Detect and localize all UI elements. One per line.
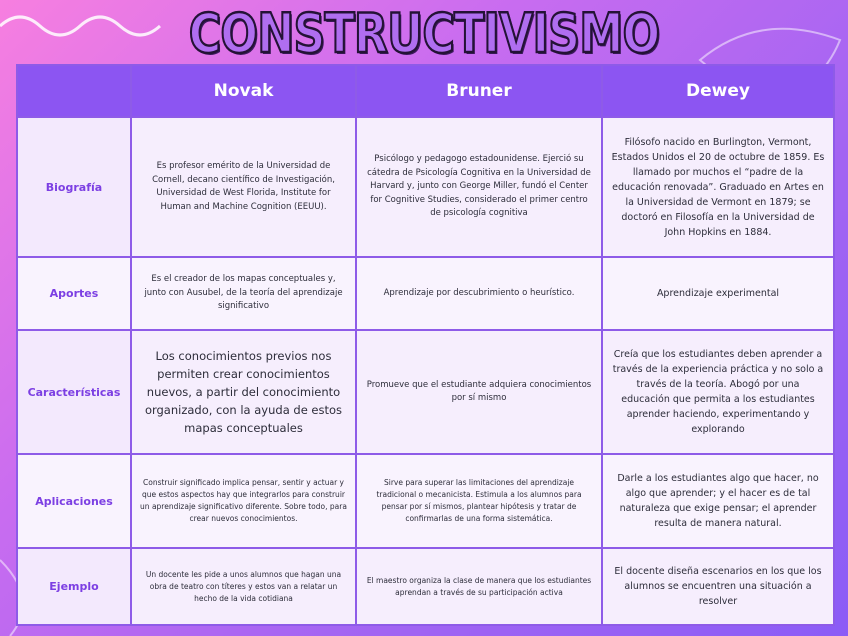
cell-dewey-aplicaciones: Darle a los estudiantes algo que hacer, no algo que aprender; y el hacer es de tal naturaleza que exige pensar; el aprender resulta de manera natural. <box>602 454 834 548</box>
cell-bruner-aplicaciones: Sirve para superar las limitaciones del aprendizaje tradicional o mecanicista. Estimula a los alumnos para pensar por sí mismos, plantear hipótesis y tratar de confirmarlas de una forma sistemática. <box>356 454 602 548</box>
header-dewey: Dewey <box>602 65 834 117</box>
cell-dewey-aportes: Aprendizaje experimental <box>602 257 834 330</box>
table-row <box>17 330 834 454</box>
row-label-aplicaciones: Aplicaciones <box>17 454 131 548</box>
cell-novak-ejemplo: Un docente les pide a unos alumnos que hagan una obra de teatro con títeres y estos van a relatar un hecho de la vida cotidiana <box>131 548 356 625</box>
row-label-aportes: Aportes <box>17 257 131 330</box>
table-row <box>17 454 834 548</box>
cell-dewey-ejemplo: El docente diseña escenarios en los que los alumnos se encuentren una situación a resolver <box>602 548 834 625</box>
header-novak: Novak <box>131 65 356 117</box>
cell-dewey-caracteristicas: Creía que los estudiantes deben aprender a través de la experiencia práctica y no solo a través de la teoría. Abogó por una educación que permita a los estudiantes aprender haciendo, experimentando y explorando <box>602 330 834 454</box>
row-label-ejemplo: Ejemplo <box>17 548 131 625</box>
cell-bruner-biografia: Psicólogo y pedagogo estadounidense. Ejerció su cátedra de Psicología Cognitiva en la Universidad de Harvard y, junto con George Miller, fundó el Center for Cognitive Studies, considerado el primer centro de psicología cognitiva <box>356 117 602 257</box>
cell-novak-caracteristicas: Los conocimientos previos nos permiten crear conocimientos nuevos, a partir del conocimiento organizado, con la ayuda de estos mapas conceptuales <box>131 330 356 454</box>
header-corner <box>17 65 131 117</box>
cell-dewey-biografia: Filósofo nacido en Burlington, Vermont, Estados Unidos el 20 de octubre de 1859. Es llamado por muchos el “padre de la educación renovada”. Graduado en Artes en la Universidad de Vermont en 1879; se doctoró en Filosofía en la Universidad de John Hopkins en 1884. <box>602 117 834 257</box>
cell-bruner-caracteristicas: Promueve que el estudiante adquiera conocimientos por sí mismo <box>356 330 602 454</box>
row-label-biografia: Biografía <box>17 117 131 257</box>
table-row <box>17 257 834 330</box>
table-row <box>17 117 834 257</box>
header-row <box>17 65 834 117</box>
row-label-caracteristicas: Características <box>17 330 131 454</box>
cell-novak-aplicaciones: Construir significado implica pensar, sentir y actuar y que estos aspectos hay que integrarlos para construir un aprendizaje significativo diferente. Sobre todo, para crear nuevos conocimientos. <box>131 454 356 548</box>
table-row <box>17 548 834 625</box>
cell-bruner-ejemplo: El maestro organiza la clase de manera que los estudiantes aprendan a través de su participación activa <box>356 548 602 625</box>
cell-novak-biografia: Es profesor emérito de la Universidad de Cornell, decano científico de Investigación, Universidad de West Florida, Institute for Human and Machine Cognition (EEUU). <box>131 117 356 257</box>
cell-bruner-aportes: Aprendizaje por descubrimiento o heurístico. <box>356 257 602 330</box>
page-title: CONSTRUCTIVISMO <box>188 2 660 65</box>
header-bruner: Bruner <box>356 65 602 117</box>
comparison-table <box>16 64 835 626</box>
cell-novak-aportes: Es el creador de los mapas conceptuales y, junto con Ausubel, de la teoría del aprendizaje significativo <box>131 257 356 330</box>
